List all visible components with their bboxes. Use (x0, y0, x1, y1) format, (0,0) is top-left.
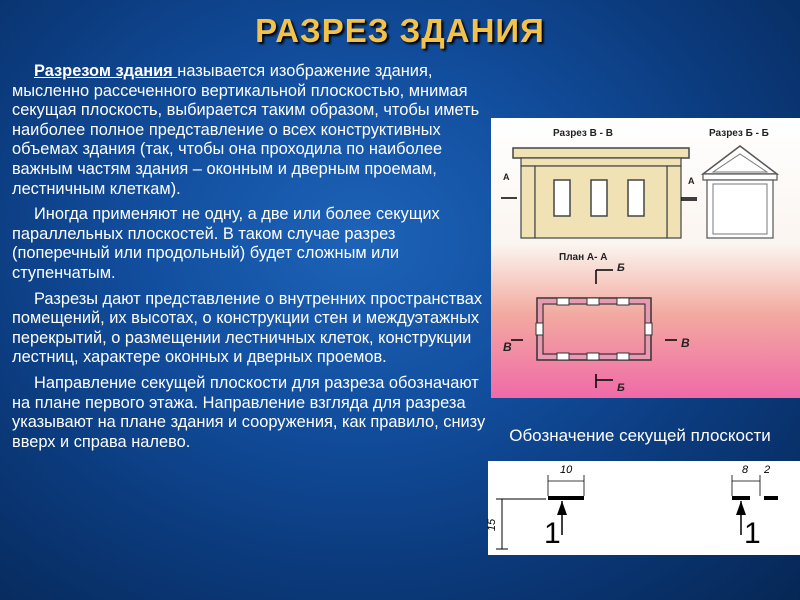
body-text (12, 62, 490, 458)
dim-2: 2 (764, 464, 771, 476)
mark-b-bottom: Б (617, 382, 625, 394)
dim-15: 15 (486, 518, 499, 532)
caption-cutting-plane: Обозначение секущей плоскости (509, 426, 771, 445)
section-bb-drawing (681, 146, 777, 238)
section-vv-drawing (501, 148, 697, 238)
label-plan-aa: План А- А (559, 252, 608, 263)
section-diagram (491, 118, 800, 398)
term-building-section: Разрезом здания (34, 62, 178, 80)
multiple-planes-text: Иногда применяют не одну, а две или более секущих параллельных плоскостей. В таком случае разрез (поперечный или продольный) будет сложным или ступенчатым. (12, 205, 440, 282)
mark-a-right: А (688, 176, 695, 186)
definition-text: называется изображение здания, мысленно рассеченного вертикальной плоскостью, мнимая секущая плоскость, выбирается таким образом, чтобы иметь наиболее полное представление о всех конструктивных объемах здания (так, чтобы она проходила по наиболее важным частям здания – оконным и дверным проемам, лестничным клеткам). (12, 62, 480, 198)
paragraph-definition (12, 62, 490, 199)
paragraph-purpose (12, 290, 490, 368)
slide-title: РАЗРЕЗ ЗДАНИЯ (255, 12, 545, 49)
mark-v-right: В (681, 336, 690, 350)
dim-8: 8 (742, 464, 749, 476)
label-section-vv: Разрез В - В (553, 128, 613, 139)
section-number-right: 1 (744, 517, 761, 550)
dim-10: 10 (560, 464, 573, 476)
diagram-drawing (491, 118, 800, 398)
paragraph-multiple-planes (12, 205, 490, 283)
plan-aa-drawing (511, 270, 677, 388)
cutting-plane-notation (488, 461, 800, 555)
mark-v-left: В (503, 340, 512, 354)
purpose-text: Разрезы дают представление о внутренних пространствах помещений, их высотах, о конструкции стен и междуэтажных перекрытий, о размещении лестничных клеток, конструкции лестниц, характере оконных и дверных проемов. (12, 289, 483, 367)
section-number-left: 1 (544, 517, 561, 550)
notation-left (496, 475, 584, 549)
label-section-bb: Разрез Б - Б (709, 128, 769, 139)
mark-b-top: Б (617, 262, 625, 274)
mark-a-left: А (503, 172, 510, 182)
paragraph-direction (12, 374, 490, 452)
direction-text: Направление секущей плоскости для разреза обозначают на плане первого этажа. Направление взгляда для разреза указывают на плане здания и сооружения, как правило, снизу вверх и справа налево. (12, 373, 486, 451)
